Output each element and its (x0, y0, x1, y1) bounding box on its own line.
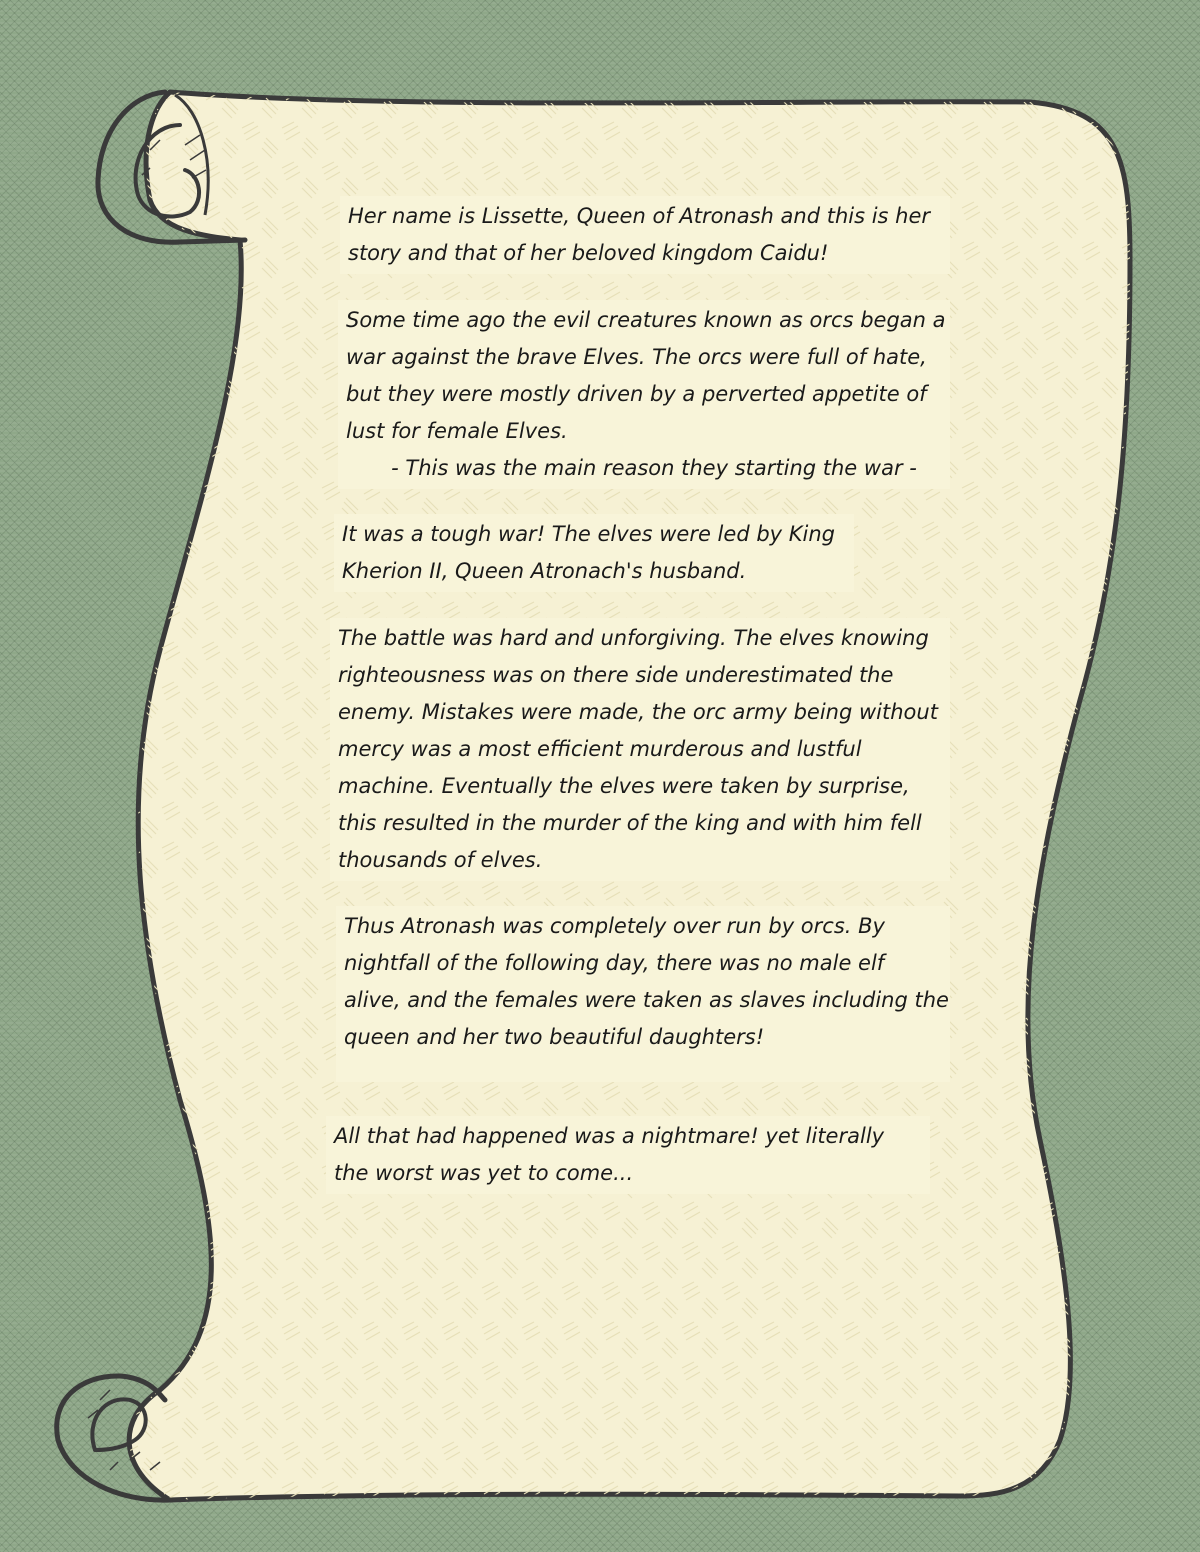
story-line: enemy. Mistakes were made, the orc army being without (338, 700, 938, 724)
story-line: the worst was yet to come... (334, 1161, 634, 1185)
story-line: machine. Eventually the elves were taken by surprise, (338, 774, 910, 798)
story-line: Some time ago the evil creatures known as orcs began a (346, 308, 946, 332)
story-line: Thus Atronash was completely over run by orcs. By (344, 914, 885, 938)
story-paragraph-6 (326, 1116, 930, 1194)
story-line: queen and her two beautiful daughters! (344, 1025, 765, 1049)
story-line: thousands of elves. (338, 848, 543, 872)
story-line: war against the brave Elves. The orcs were full of hate, (346, 345, 927, 369)
story-line: nightfall of the following day, there was no male elf (344, 951, 885, 975)
story-line: this resulted in the murder of the king and with him fell (338, 811, 922, 835)
story-paragraph-2 (338, 300, 950, 489)
story-line: but they were mostly driven by a perverted appetite of (346, 382, 927, 406)
story-line: The battle was hard and unforgiving. The elves knowing (338, 626, 929, 650)
story-line: lust for female Elves. (346, 419, 568, 443)
story-line: All that had happened was a nightmare! yet literally (334, 1124, 885, 1148)
story-line: righteousness was on there side underestimated the (338, 663, 894, 687)
story-line: story and that of her beloved kingdom Caidu! (348, 241, 829, 265)
story-paragraph-3 (334, 514, 854, 592)
story-line: Kherion II, Queen Atronach's husband. (342, 559, 747, 583)
story-note: - This was the main reason they starting the war - (391, 456, 917, 480)
story-paragraph-1 (340, 196, 950, 274)
story-paragraph-4 (330, 618, 950, 881)
story-line: It was a tough war! The elves were led by King (342, 522, 835, 546)
story-paragraph-5 (336, 906, 950, 1082)
story-line: alive, and the females were taken as slaves including the (344, 988, 949, 1012)
story-line: Her name is Lissette, Queen of Atronash and this is her (348, 204, 931, 228)
story-line: mercy was a most efficient murderous and lustful (338, 737, 862, 761)
